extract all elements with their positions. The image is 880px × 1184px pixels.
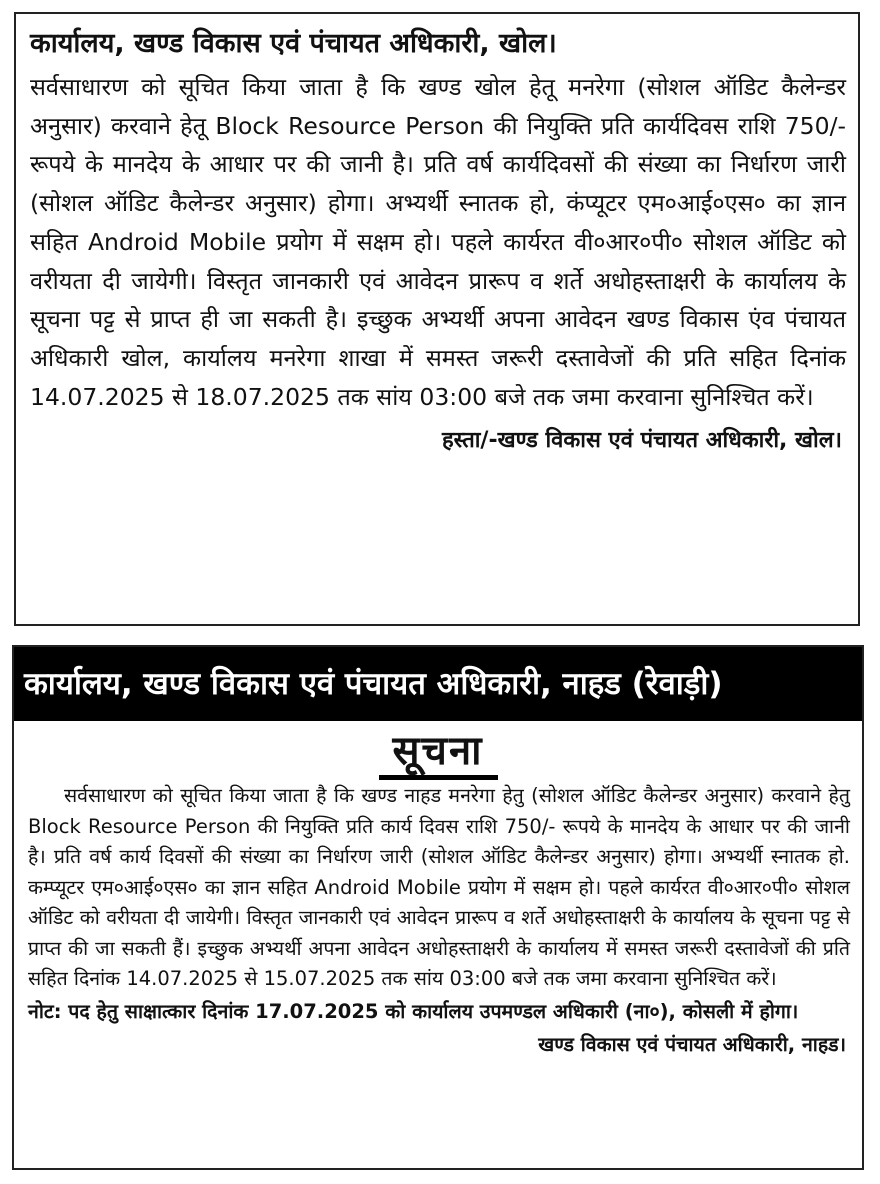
notice-nahad-content <box>14 779 862 1061</box>
notice-nahad-body: सर्वसाधारण को सूचित किया जाता है कि खण्ड नाहड मनरेगा हेतु (सोशल ऑडिट कैलेन्डर अनुसार) करवाने हेतु Block Resource Person की नियुक्ति प्रति कार्य दिवस राशि 750/- रूपये के मानदेय के आधार पर की जानी है। प्रति वर्ष कार्य दिवसों की संख्या का निर्धारण जारी (सोशल ऑडिट कैलेन्डर अनुसार) होगा। अभ्यर्थी स्नातक हो. कम्प्यूटर एम०आई०एस० का ज्ञान सहित Android Mobile प्रयोग में सक्षम हो। पहले कार्यरत वी०आर०पी० सोशल ऑडिट को वरीयता दी जायेगी। विस्तृत जानकारी एवं आवेदन प्रारूप व शर्ते अधोहस्ताक्षरी के कार्यालय के सूचना पट्ट से प्राप्त की जा सकती हैं। इच्छुक अभ्यर्थी अपना आवेदन अधोहस्ताक्षरी के कार्यालय में समस्त जरूरी दस्तावेजों की प्रति सहित दिनांक 14.07.2025 से 15.07.2025 तक सांय 03:00 बजे तक जमा करवाना सुनिश्चित करें। <box>28 784 850 990</box>
notice-nahad-heading <box>14 727 862 777</box>
notice-nahad-note: नोट: पद हेतु साक्षात्कार दिनांक 17.07.2025 को कार्यालय उपमण्डल अधिकारी (ना०), कोसली में होगा। <box>28 999 799 1023</box>
notice-khol-body: सर्वसाधारण को सूचित किया जाता है कि खण्ड खोल हेतू मनरेगा (सोशल ऑडिट कैलेन्डर अनुसार) करवाने हेतू Block Resource Person की नियुक्ति प्रति कार्यदिवस राशि 750/- रूपये के मानदेय के आधार पर की जानी है। प्रति वर्ष कार्यदिवसों की संख्या का निर्धारण जारी (सोशल ऑडिट कैलेन्डर अनुसार) होगा। अभ्यर्थी स्नातक हो, कंप्यूटर एम०आई०एस० का ज्ञान सहित Android Mobile प्रयोग में सक्षम हो। पहले कार्यरत वी०आर०पी० सोशल ऑडिट को वरीयता दी जायेगी। विस्तृत जानकारी एवं आवेदन प्रारूप व शर्ते अधोहस्ताक्षरी के कार्यालय के सूचना पट्ट से प्राप्त ही जा सकती है। इच्छुक अभ्यर्थी अपना आवेदन खण्ड विकास एंव पंचायत अधिकारी खोल, कार्यालय मनरेगा शाखा में समस्त जरूरी दस्तावेजों की प्रति सहित दिनांक 14.07.2025 से 18.07.2025 तक सांय 03:00 बजे तक जमा करवाना सुनिश्चित करें। <box>30 73 846 411</box>
notice-nahad-banner: कार्यालय, खण्ड विकास एवं पंचायत अधिकारी, नाहड (रेवाड़ी) <box>14 647 862 721</box>
notice-nahad <box>12 645 864 1170</box>
notice-khol-title: कार्यालय, खण्ड विकास एवं पंचायत अधिकारी, खोल। <box>30 28 557 59</box>
notice-khol-signature: हस्ता/-खण्ड विकास एवं पंचायत अधिकारी, खोल। <box>441 428 842 454</box>
notice-nahad-signature: खण्ड विकास एवं पंचायत अधिकारी, नाहड। <box>538 1033 846 1056</box>
notice-nahad-heading-text: सूचना <box>379 727 498 780</box>
notice-khol <box>14 12 860 626</box>
